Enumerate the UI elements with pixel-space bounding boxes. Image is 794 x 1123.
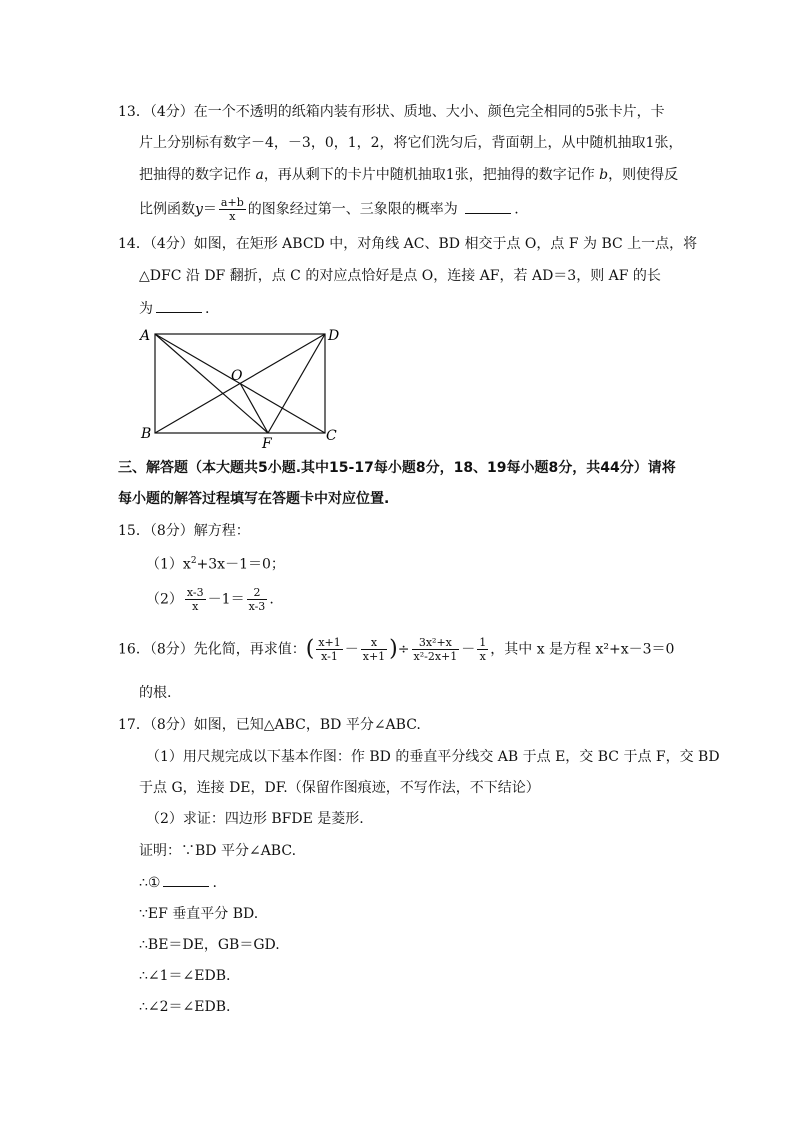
q13-line-4: 比例函数y＝ $\frac{a+b}{x}$ 的图象经过第一、三象限的概率为 .: [139, 196, 519, 223]
label-o: O: [231, 368, 243, 384]
q17-proof-1: 证明：∵BD 平分∠ABC.: [139, 843, 297, 859]
q13-line-2: 片上分别标有数字－4，－3，0，1，2，将它们洗匀后，背面朝上，从中随机抽取1张，: [139, 135, 683, 151]
q14-line-1: 14．（4分）如图，在矩形 ABCD 中，对角线 AC、BD 相交于点 O，点 F 为 BC 上一点，将: [118, 236, 698, 252]
q17-proof-2: ∴① .: [139, 872, 217, 893]
segment-of: [240, 383, 268, 433]
q17-title: 17．（8分）如图，已知△ABC，BD 平分∠ABC.: [118, 717, 421, 733]
q15-title: 15．（8分）解方程：: [118, 523, 250, 539]
label-f: F: [262, 436, 272, 452]
q17-sub1-line-2: 于点 G，连接 DE，DF.（保留作图痕迹，不写作法，不下结论）: [139, 780, 540, 796]
q15-part-2: （2） $\frac{x-3}{x}$ －1＝ $\frac{2}{x-3}$ .: [146, 586, 274, 613]
q17-proof-6: ∴∠2＝∠EDB.: [139, 999, 231, 1015]
q13-line-3: 把抽得的数字记作 a，再从剩下的卡片中随机抽取1张，把抽得的数字记作 b，则使得反: [139, 167, 679, 183]
q13-answer-blank: [465, 199, 511, 214]
q17-answer-blank: [163, 872, 209, 887]
q17-proof-4: ∴BE＝DE，GB＝GD.: [139, 937, 280, 953]
q17-sub1-line-1: （1）用尺规完成以下基本作图：作 BD 的垂直平分线交 AB 于点 E，交 BC 于点 F，交 BD: [146, 749, 720, 765]
q17-sub2: （2）求证：四边形 BFDE 是菱形.: [146, 811, 364, 827]
q14-line-2: △DFC 沿 DF 翻折，点 C 的对应点恰好是点 O，连接 AF，若 AD＝3，则 AF 的长: [139, 268, 661, 284]
label-d: D: [328, 328, 340, 344]
q15-part-1: $(1)x^2+3x-1=0$；: [146, 556, 285, 573]
q16-line-2: 的根.: [139, 685, 172, 701]
rectangle-diagram: [130, 322, 350, 452]
q14-answer-blank: [156, 298, 202, 313]
label-b: B: [141, 426, 152, 442]
q17-proof-3: ∵EF 垂直平分 BD.: [139, 906, 259, 922]
q17-proof-5: ∴∠1＝∠EDB.: [139, 968, 231, 984]
section3-heading-1: 三、解答题（本大题共5小题.其中15-17每小题8分，18、19每小题8分，共44分）请将: [118, 460, 676, 476]
label-c: C: [326, 428, 337, 444]
q13-fraction: $\frac{a+b}{x}$: [220, 196, 244, 223]
q13-line-1: 13．（4分）在一个不透明的纸箱内装有形状、质地、大小、颜色完全相同的5张卡片，卡: [118, 104, 665, 120]
q14-line-3: 为 .: [139, 298, 209, 319]
section3-heading-2: 每小题的解答过程填写在答题卡中对应位置.: [118, 491, 390, 507]
segment-af: [155, 334, 268, 433]
label-a: A: [140, 328, 151, 344]
q16-line-1: 16．（8分）先化简，再求值：( $\frac{x+1}{x-1}$ － $\frac{x}{x+1}$ )÷ $\frac{\text{3x²+x}}{\text{x²-2x+1}}$ － $\frac{1}{x}$ ，其中 x 是方程 x²+x－3＝0: [118, 636, 675, 663]
segment-df: [268, 334, 325, 433]
